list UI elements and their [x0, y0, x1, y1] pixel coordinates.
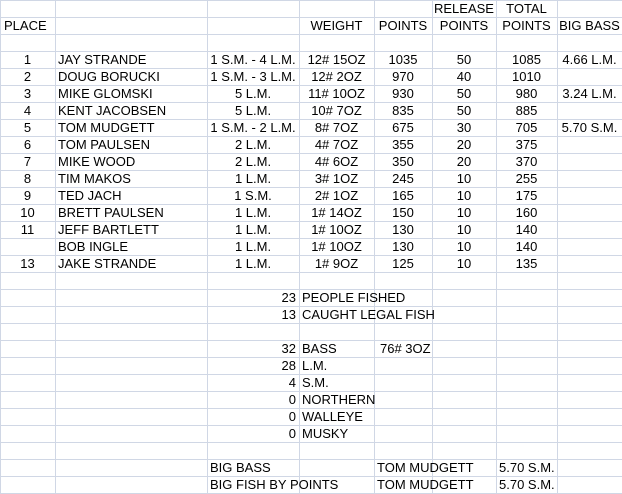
summary-count[interactable]: 0 — [288, 409, 296, 424]
result-points[interactable]: 835 — [392, 103, 414, 118]
result-points[interactable]: 245 — [392, 171, 414, 186]
result-weight[interactable]: 3# 1OZ — [314, 171, 359, 186]
result-total[interactable]: 255 — [515, 171, 538, 186]
result-catch[interactable]: 1 L.M. — [234, 222, 272, 237]
result-release[interactable]: 50 — [456, 86, 472, 101]
result-big-bass[interactable]: 5.70 S.M. — [561, 120, 618, 135]
result-place[interactable] — [0, 238, 55, 255]
result-catch[interactable]: 1 S.M. - 2 L.M. — [210, 120, 296, 135]
result-big-bass[interactable] — [557, 153, 622, 170]
result-release[interactable]: 10 — [456, 171, 472, 186]
result-release[interactable]: 20 — [456, 154, 472, 169]
award-value[interactable]: 5.70 S.M. — [499, 460, 555, 475]
result-release[interactable]: 10 — [456, 256, 472, 271]
result-catch[interactable]: 1 L.M. — [234, 205, 272, 220]
result-catch[interactable]: 1 L.M. — [234, 256, 272, 271]
result-big-bass[interactable] — [557, 238, 622, 255]
result-total[interactable]: 140 — [515, 239, 538, 254]
result-weight[interactable]: 1# 9OZ — [314, 256, 359, 271]
result-points[interactable]: 355 — [392, 137, 414, 152]
summary-count[interactable]: 28 — [281, 358, 296, 373]
result-big-bass[interactable] — [557, 68, 622, 85]
result-place[interactable]: 5 — [23, 120, 32, 135]
result-place[interactable]: 13 — [20, 256, 35, 271]
summary-label[interactable]: CAUGHT LEGAL FISH — [302, 307, 435, 322]
result-release[interactable]: 10 — [456, 205, 472, 220]
result-catch[interactable]: 1 S.M. - 3 L.M. — [210, 69, 296, 84]
summary-label[interactable]: BASS — [302, 341, 337, 356]
result-place[interactable]: 10 — [20, 205, 35, 220]
header-weight[interactable]: WEIGHT — [310, 18, 363, 33]
result-weight[interactable]: 12# 15OZ — [307, 52, 366, 67]
result-total[interactable]: 375 — [515, 137, 538, 152]
summary-bass-weight[interactable]: 76# 3OZ — [380, 341, 431, 356]
result-catch[interactable]: 2 L.M. — [234, 137, 272, 152]
result-points[interactable]: 1035 — [388, 52, 418, 67]
result-points[interactable]: 675 — [392, 120, 414, 135]
result-weight[interactable]: 12# 2OZ — [311, 69, 362, 84]
result-place[interactable]: 9 — [23, 188, 32, 203]
result-total[interactable]: 1010 — [512, 69, 541, 84]
summary-count[interactable]: 0 — [288, 426, 296, 441]
result-name[interactable]: TOM PAULSEN — [58, 137, 150, 152]
header-place[interactable]: PLACE — [4, 18, 47, 33]
result-catch[interactable]: 1 S.M. — [234, 188, 272, 203]
result-points[interactable]: 130 — [392, 239, 414, 254]
result-points[interactable]: 165 — [392, 188, 414, 203]
result-place[interactable]: 8 — [23, 171, 32, 186]
result-catch[interactable]: 1 S.M. - 4 L.M. — [210, 52, 296, 67]
result-weight[interactable]: 8# 7OZ — [314, 120, 359, 135]
result-total[interactable]: 175 — [515, 188, 538, 203]
result-name[interactable]: DOUG BORUCKI — [58, 69, 160, 84]
result-name[interactable]: TED JACH — [58, 188, 122, 203]
result-release[interactable]: 10 — [456, 188, 472, 203]
result-total[interactable]: 135 — [515, 256, 538, 271]
result-big-bass[interactable] — [557, 204, 622, 221]
result-big-bass[interactable]: 3.24 L.M. — [562, 86, 617, 101]
result-name[interactable]: TOM MUDGETT — [58, 120, 155, 135]
result-big-bass[interactable] — [557, 255, 622, 272]
summary-count[interactable]: 32 — [281, 341, 296, 356]
result-place[interactable]: 1 — [23, 52, 32, 67]
award-winner[interactable]: TOM MUDGETT — [377, 460, 474, 475]
result-points[interactable]: 130 — [392, 222, 414, 237]
result-big-bass[interactable] — [557, 102, 622, 119]
result-place[interactable]: 7 — [23, 154, 32, 169]
result-place[interactable]: 2 — [23, 69, 32, 84]
result-name[interactable]: JAKE STRANDE — [58, 256, 157, 271]
result-big-bass[interactable] — [557, 221, 622, 238]
result-release[interactable]: 10 — [456, 239, 472, 254]
result-catch[interactable]: 1 L.M. — [234, 239, 272, 254]
result-place[interactable]: 4 — [23, 103, 32, 118]
result-release[interactable]: 40 — [456, 69, 472, 84]
result-points[interactable]: 970 — [392, 69, 414, 84]
result-release[interactable]: 30 — [456, 120, 472, 135]
result-points[interactable]: 125 — [392, 256, 414, 271]
result-weight[interactable]: 4# 7OZ — [314, 137, 359, 152]
result-name[interactable]: KENT JACOBSEN — [58, 103, 167, 118]
result-weight[interactable]: 1# 14OZ — [311, 205, 362, 220]
result-name[interactable]: BRETT PAULSEN — [58, 205, 164, 220]
result-release[interactable]: 50 — [456, 103, 472, 118]
header-points[interactable]: POINTS — [378, 18, 428, 33]
result-total[interactable]: 140 — [515, 222, 538, 237]
award-winner[interactable]: TOM MUDGETT — [377, 477, 474, 492]
header-total[interactable]: TOTAL — [506, 1, 547, 16]
summary-label[interactable]: S.M. — [302, 375, 329, 390]
result-catch[interactable]: 5 L.M. — [234, 103, 272, 118]
result-big-bass[interactable] — [557, 136, 622, 153]
result-name[interactable]: TIM MAKOS — [58, 171, 131, 186]
result-catch[interactable]: 2 L.M. — [234, 154, 272, 169]
header-release[interactable]: RELEASE — [434, 1, 494, 16]
result-place[interactable]: 6 — [23, 137, 32, 152]
award-label[interactable]: BIG FISH BY POINTS — [210, 477, 339, 492]
result-total[interactable]: 885 — [515, 103, 538, 118]
result-total[interactable]: 705 — [515, 120, 538, 135]
summary-label[interactable]: NORTHERN — [302, 392, 376, 407]
result-catch[interactable]: 5 L.M. — [234, 86, 272, 101]
result-points[interactable]: 150 — [392, 205, 414, 220]
result-release[interactable]: 20 — [456, 137, 472, 152]
result-catch[interactable]: 1 L.M. — [234, 171, 272, 186]
result-total[interactable]: 980 — [515, 86, 538, 101]
summary-label[interactable]: MUSKY — [302, 426, 349, 441]
result-place[interactable]: 3 — [23, 86, 32, 101]
result-total[interactable]: 160 — [515, 205, 538, 220]
award-label[interactable]: BIG BASS — [210, 460, 271, 475]
result-place[interactable]: 11 — [20, 222, 35, 237]
award-value[interactable]: 5.70 S.M. — [499, 477, 555, 492]
header-release-points[interactable]: POINTS — [439, 18, 489, 33]
result-release[interactable]: 10 — [456, 222, 472, 237]
result-big-bass[interactable]: 4.66 L.M. — [562, 52, 617, 67]
header-big-bass[interactable]: BIG BASS — [559, 18, 620, 33]
result-name[interactable]: BOB INGLE — [58, 239, 129, 254]
result-release[interactable]: 50 — [456, 52, 472, 67]
summary-count[interactable]: 0 — [288, 392, 296, 407]
result-big-bass[interactable] — [557, 170, 622, 187]
result-name[interactable]: MIKE WOOD — [58, 154, 136, 169]
result-name[interactable]: MIKE GLOMSKI — [58, 86, 153, 101]
result-weight[interactable]: 11# 10OZ — [308, 86, 365, 101]
result-points[interactable]: 350 — [392, 154, 414, 169]
summary-label[interactable]: L.M. — [302, 358, 328, 373]
summary-count[interactable]: 23 — [281, 290, 296, 305]
summary-count[interactable]: 4 — [288, 375, 296, 390]
result-weight[interactable]: 1# 10OZ — [311, 222, 362, 237]
result-weight[interactable]: 10# 7OZ — [311, 103, 362, 118]
summary-label[interactable]: WALLEYE — [302, 409, 363, 424]
result-total[interactable]: 1085 — [512, 52, 541, 67]
result-name[interactable]: JEFF BARTLETT — [58, 222, 159, 237]
summary-count[interactable]: 13 — [281, 307, 296, 322]
result-weight[interactable]: 4# 6OZ — [314, 154, 359, 169]
result-big-bass[interactable] — [557, 187, 622, 204]
result-weight[interactable]: 1# 10OZ — [311, 239, 362, 254]
result-total[interactable]: 370 — [515, 154, 538, 169]
header-total-points[interactable]: POINTS — [502, 18, 551, 33]
result-weight[interactable]: 2# 1OZ — [314, 188, 359, 203]
summary-label[interactable]: PEOPLE FISHED — [302, 290, 406, 305]
result-points[interactable]: 930 — [392, 86, 414, 101]
result-name[interactable]: JAY STRANDE — [58, 52, 147, 67]
